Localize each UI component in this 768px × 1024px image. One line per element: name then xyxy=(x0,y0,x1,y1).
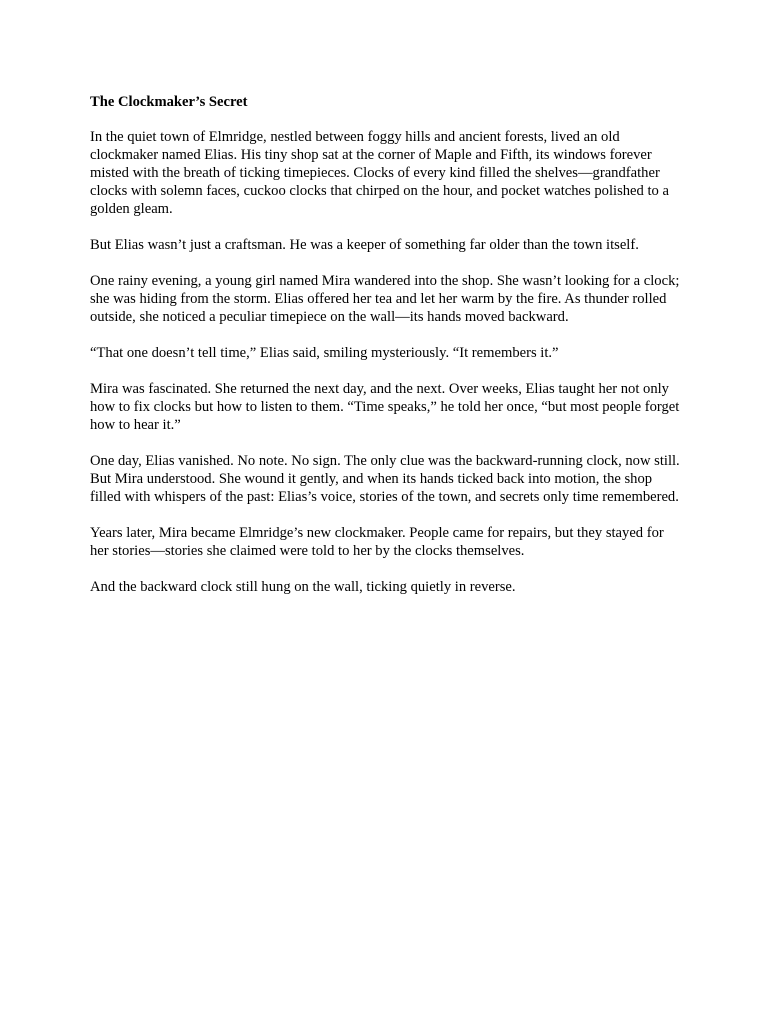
paragraph-4: “That one doesn’t tell time,” Elias said, smiling mysteriously. “It remembers it.” xyxy=(90,345,559,361)
document-page xyxy=(90,93,680,614)
paragraph-7: Years later, Mira became Elmridge’s new clockmaker. People came for repairs, but they stayed for her stories—stories she claimed were told to her by the clocks themselves. xyxy=(90,525,664,559)
paragraph-6: One day, Elias vanished. No note. No sign. The only clue was the backward-running clock, now still. But Mira understood. She wound it gently, and when its hands ticked back into motion, the shop filled with whispers of the past: Elias’s voice, stories of the town, and secrets only time remembered. xyxy=(90,453,680,505)
paragraph-8: And the backward clock still hung on the wall, ticking quietly in reverse. xyxy=(90,579,516,595)
document-title: The Clockmaker’s Secret xyxy=(90,94,248,110)
paragraph-2: But Elias wasn’t just a craftsman. He was a keeper of something far older than the town itself. xyxy=(90,237,639,253)
paragraph-1: In the quiet town of Elmridge, nestled between foggy hills and ancient forests, lived an old clockmaker named Elias. His tiny shop sat at the corner of Maple and Fifth, its windows forever misted with the breath of ticking timepieces. Clocks of every kind filled the shelves—grandfather clocks with solemn faces, cuckoo clocks that chirped on the hour, and pocket watches polished to a golden gleam. xyxy=(90,129,669,217)
paragraph-3: One rainy evening, a young girl named Mira wandered into the shop. She wasn’t looking for a clock; she was hiding from the storm. Elias offered her tea and let her warm by the fire. As thunder rolled outside, she noticed a peculiar timepiece on the wall—its hands moved backward. xyxy=(90,273,680,325)
paragraph-5: Mira was fascinated. She returned the next day, and the next. Over weeks, Elias taught her not only how to fix clocks but how to listen to them. “Time speaks,” he told her once, “but most people forget how to hear it.” xyxy=(90,381,680,433)
